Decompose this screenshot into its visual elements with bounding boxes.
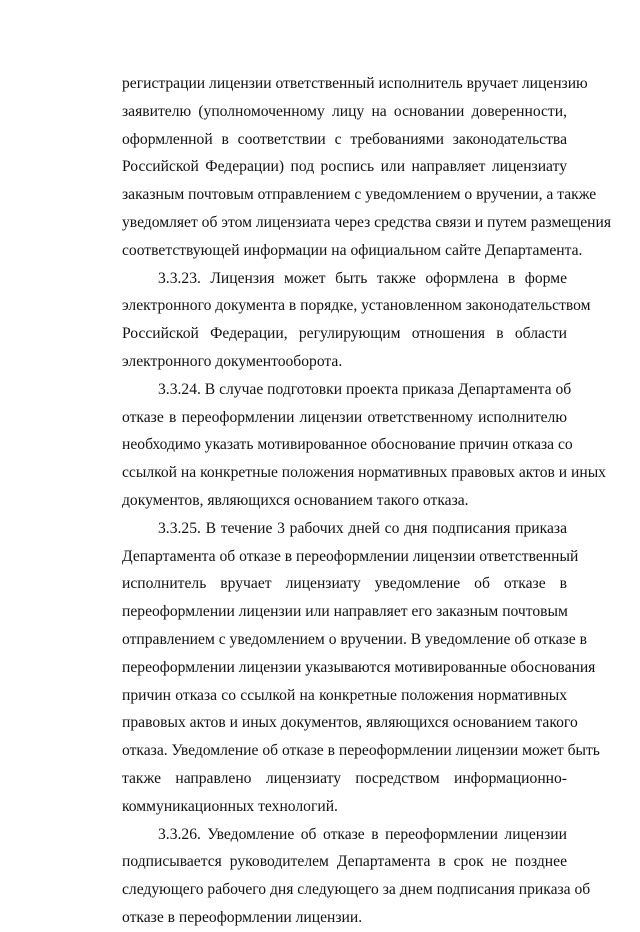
paragraph-line: отказе в переоформлении лицензии ответственному исполнителю: [122, 408, 567, 426]
paragraph-p-3-3-23: [122, 265, 591, 376]
paragraph-line: заявителю (уполномоченному лицу на основании доверенности,: [122, 102, 567, 120]
paragraph-line: 3.3.26. Уведомление об отказе в переоформлении лицензии: [158, 825, 567, 843]
paragraph-line: электронного документа в порядке, установленном законодательством: [122, 297, 591, 315]
paragraph-line: исполнитель вручает лицензиату уведомление об отказе в: [122, 575, 567, 593]
paragraph-line: также направлено лицензиату посредством информационно-: [122, 769, 567, 787]
paragraph-line: 3.3.23. Лицензия может быть также оформлена в форме: [158, 269, 567, 287]
paragraph-line: уведомляет об этом лицензиата через средства связи и путем размещения: [122, 213, 612, 231]
paragraph-line: Российской Федерации, регулирующим отношения в области: [122, 325, 567, 343]
paragraph-p-3-3-24: [122, 376, 606, 515]
paragraph-line: следующего рабочего дня следующего за днем подписания приказа об: [122, 881, 591, 899]
paragraph-line: Департамента об отказе в переоформлении лицензии ответственный: [122, 547, 579, 565]
paragraph-line: ссылкой на конкретные положения нормативных правовых актов и иных: [122, 464, 606, 482]
paragraph-line: заказным почтовым отправлением с уведомлением о вручении, а также: [122, 186, 597, 204]
paragraph-line: переоформлении лицензии или направляет его заказным почтовым: [122, 603, 568, 621]
paragraph-p-3-3-26: [122, 821, 591, 932]
paragraph-line: Российской Федерации) под роспись или направляет лицензиату: [122, 158, 567, 176]
paragraph-p-3-3-25: [122, 515, 600, 821]
paragraph-line: 3.3.25. В течение 3 рабочих дней со дня подписания приказа: [158, 519, 567, 537]
paragraph-line: подписывается руководителем Департамента в срок не позднее: [122, 853, 567, 871]
paragraph-line: оформленной в соответствии с требованиями законодательства: [122, 130, 567, 148]
paragraph-line: коммуникационных технологий.: [122, 797, 338, 815]
paragraph-line: электронного документооборота.: [122, 352, 343, 370]
paragraph-line: документов, являющихся основанием такого отказа.: [122, 491, 469, 509]
paragraph-line: правовых актов и иных документов, являющихся основанием такого: [122, 714, 578, 732]
paragraph-line: необходимо указать мотивированное обоснование причин отказа со: [122, 436, 573, 454]
paragraph-line: переоформлении лицензии указываются мотивированные обоснования: [122, 658, 596, 676]
paragraph-p-continuation: [122, 70, 612, 265]
paragraph-line: причин отказа со ссылкой на конкретные положения нормативных: [122, 686, 567, 704]
paragraph-line: отказа. Уведомление об отказе в переоформлении лицензии может быть: [122, 742, 600, 760]
paragraph-line: соответствующей информации на официальном сайте Департамента.: [122, 241, 583, 259]
document-page: [122, 70, 612, 932]
paragraph-line: отправлением с уведомлением о вручении. В уведомление об отказе в: [122, 630, 587, 648]
paragraph-line: 3.3.24. В случае подготовки проекта приказа Департамента об: [158, 380, 572, 398]
paragraph-line: отказе в переоформлении лицензии.: [122, 908, 363, 926]
paragraph-line: регистрации лицензии ответственный исполнитель вручает лицензию: [122, 75, 588, 92]
